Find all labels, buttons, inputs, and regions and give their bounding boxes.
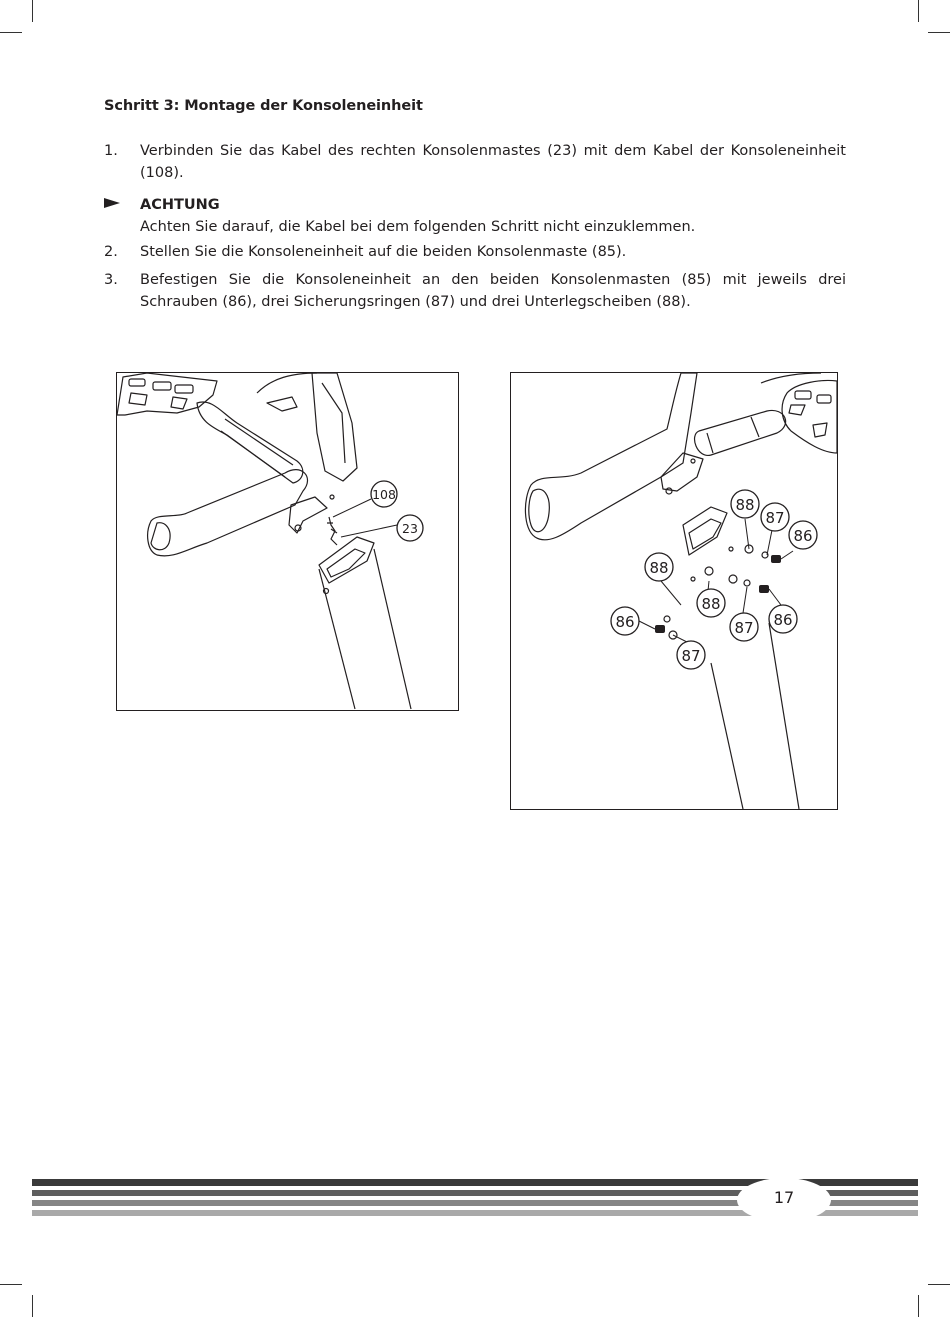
step-2 [104,241,846,263]
crop-mark [32,1295,33,1317]
step-number: 2. [104,244,118,260]
step-3 [104,269,846,313]
step-text: Verbinden Sie das Kabel des rechten Konsolenmastes (23) mit dem Kabel der Konsoleneinheit (108). [140,143,846,181]
step-number: 1. [104,143,118,159]
callout-108: 108 [372,487,396,502]
callout-87: 87 [765,509,785,527]
callout-88: 88 [649,559,669,577]
crop-mark [0,1284,22,1285]
warning-note [104,194,846,238]
crop-mark [32,0,33,22]
crop-mark [928,32,950,33]
step-number: 3. [104,272,118,288]
step-1 [104,140,846,184]
arrow-bullet-icon [104,198,120,208]
step-text: Stellen Sie die Konsoleneinheit auf die beiden Konsolenmaste (85). [140,244,627,260]
callout-88: 88 [701,595,721,613]
callout-86: 86 [793,527,813,545]
callout-87: 87 [681,647,701,665]
figure-console-mounting [510,372,838,810]
mounting-illustration [511,373,837,809]
assembly-illustration [117,373,458,710]
callout-23: 23 [402,521,418,536]
page-number: 17 [773,1188,795,1207]
crop-mark [0,32,22,33]
callout-87: 87 [734,619,754,637]
figure-cable-connection [116,372,459,711]
warning-text: Achten Sie darauf, die Kabel bei dem folgenden Schritt nicht einzuklemmen. [140,219,696,235]
callout-86: 86 [615,613,635,631]
step-text: Befestigen Sie die Konsoleneinheit an den beiden Konsolenmasten (85) mit jeweils drei Schrauben (86), drei Sicherungsringen (87) und drei Unterlegscheiben (88). [140,272,846,310]
crop-mark [918,0,919,22]
section-heading: Schritt 3: Montage der Konsoleneinheit [104,98,423,114]
callout-88: 88 [735,496,755,514]
crop-mark [928,1284,950,1285]
warning-title: ACHTUNG [140,197,220,213]
callout-86: 86 [773,611,793,629]
crop-mark [918,1295,919,1317]
